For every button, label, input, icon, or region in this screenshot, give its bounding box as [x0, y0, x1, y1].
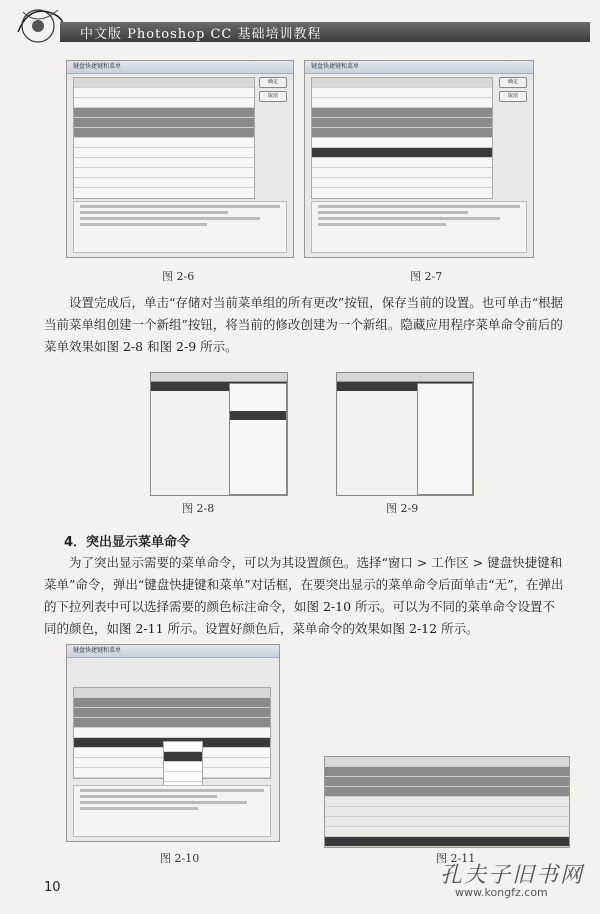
- figure-2-11-caption: 图 2-11: [436, 852, 476, 865]
- watermark-text: 孔夫子旧书网: [440, 863, 585, 888]
- page-number: 10: [44, 880, 61, 895]
- paragraph-2: 为了突出显示需要的菜单命令，可以为其设置颜色。选择“窗口 > 工作区 > 键盘快捷键和菜单”命令，弹出“键盘快捷键和菜单”对话框，在要突出显示的菜单命令后面单击“无”，在弹出的下拉列表中可以选择需要的颜色标注命令，如图 2-10 所示。可以为不同的菜单命令设置不同的颜色，如图 2-11 所示。设置好颜色后，菜单命令的效果如图 2-12 所示。: [44, 555, 564, 636]
- dialog-title: 键盘快捷键和菜单: [67, 61, 293, 74]
- figure-2-11-screenshot: [324, 756, 570, 848]
- figure-2-10-screenshot: [66, 644, 280, 842]
- figure-2-9-caption: 图 2-9: [386, 502, 419, 515]
- book-title: 中文版 Photoshop CC 基础培训教程: [80, 27, 322, 42]
- info-panel: [73, 785, 271, 837]
- figure-2-8-screenshot: [150, 372, 288, 496]
- figure-2-7-caption: 图 2-7: [410, 270, 443, 283]
- info-panel: [311, 201, 527, 253]
- watermark-url: www.kongfz.com: [455, 886, 548, 899]
- paragraph-1: 设置完成后，单击“存储对当前菜单组的所有更改”按钮，保存当前的设置。也可单击“根据当前菜单组创建一个新组”按钮，将当前的修改创建为一个新组。隐藏应用程序菜单命令前后的菜单效果如图 2-8 和图 2-9 所示。: [44, 295, 564, 354]
- figure-2-7-screenshot: [304, 60, 534, 258]
- dialog-title: 键盘快捷键和菜单: [305, 61, 533, 74]
- ok-button[interactable]: 确定: [259, 77, 287, 88]
- figure-2-8-caption: 图 2-8: [182, 502, 215, 515]
- ok-button[interactable]: 确定: [499, 77, 527, 88]
- figure-2-6-caption: 图 2-6: [162, 270, 195, 283]
- figure-2-9-screenshot: [336, 372, 474, 496]
- figure-2-6-screenshot: [66, 60, 294, 258]
- page-header: [0, 0, 600, 50]
- info-panel: [73, 201, 287, 253]
- dialog-title: 键盘快捷键和菜单: [67, 645, 279, 658]
- cancel-button[interactable]: 取消: [259, 91, 287, 102]
- figure-2-10-caption: 图 2-10: [160, 852, 200, 865]
- menu-list-panel: [73, 77, 255, 199]
- menu-list-panel: [311, 77, 493, 199]
- section-heading: 4．突出显示菜单命令: [64, 535, 191, 550]
- cancel-button[interactable]: 取消: [499, 91, 527, 102]
